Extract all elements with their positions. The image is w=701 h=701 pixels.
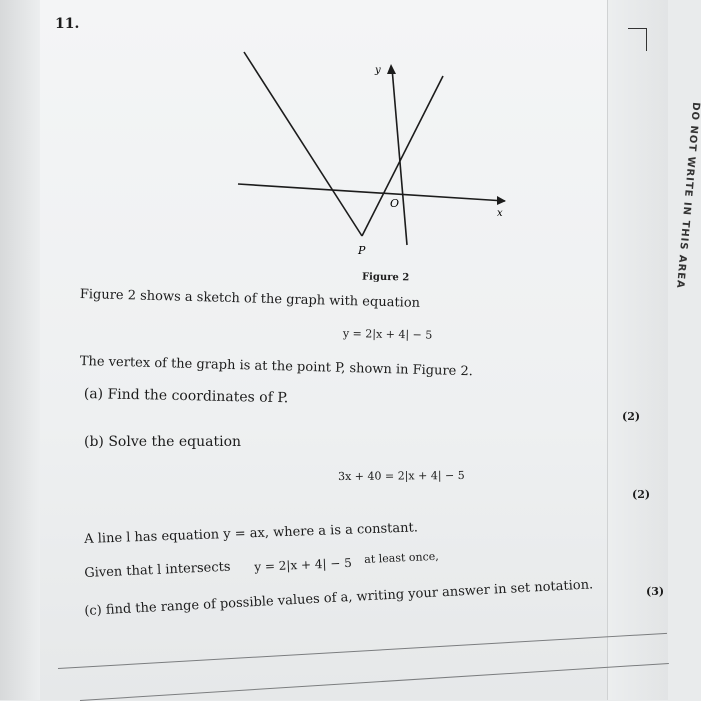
x-axis: [238, 184, 505, 201]
y-axis: [392, 68, 407, 245]
given-prefix: Given that l intersects: [84, 559, 231, 581]
part-b-marks: (2): [632, 488, 651, 501]
part-c-marks: (3): [646, 585, 665, 598]
part-a-text: (a) Find the coordinates of P.: [83, 386, 289, 407]
margin-note: DO NOT WRITE IN THIS AREA: [673, 101, 701, 290]
part-c-text: (c) find the range of possible values of a, writing your answer in set notation.: [84, 577, 594, 619]
y-axis-label: y: [375, 65, 381, 76]
intro-text: Figure 2 shows a sketch of the graph with equation: [79, 287, 421, 311]
vertex-label: P: [358, 244, 366, 257]
origin-label: O: [390, 197, 400, 210]
part-a-marks: (2): [622, 410, 641, 423]
equation-1: y = 2|x + 4| − 5: [342, 327, 433, 342]
graph-left-branch: [244, 52, 362, 236]
given-equation: y = 2|x + 4| − 5: [254, 555, 353, 574]
vertex-text: The vertex of the graph is at the point P, shown in Figure 2.: [79, 354, 474, 380]
y-axis-arrow: [387, 64, 396, 74]
x-axis-arrow: [497, 196, 506, 205]
x-axis-label: x: [497, 208, 503, 219]
part-b-equation: 3x + 40 = 2|x + 4| − 5: [338, 468, 465, 483]
given-suffix: at least once,: [364, 549, 439, 566]
figure-caption: Figure 2: [361, 271, 410, 284]
graph-right-branch: [362, 76, 443, 236]
line-text: A line l has equation y = ax, where a is a constant.: [84, 520, 419, 547]
part-b-text: (b) Solve the equation: [84, 434, 242, 450]
question-number: 11.: [55, 16, 80, 32]
